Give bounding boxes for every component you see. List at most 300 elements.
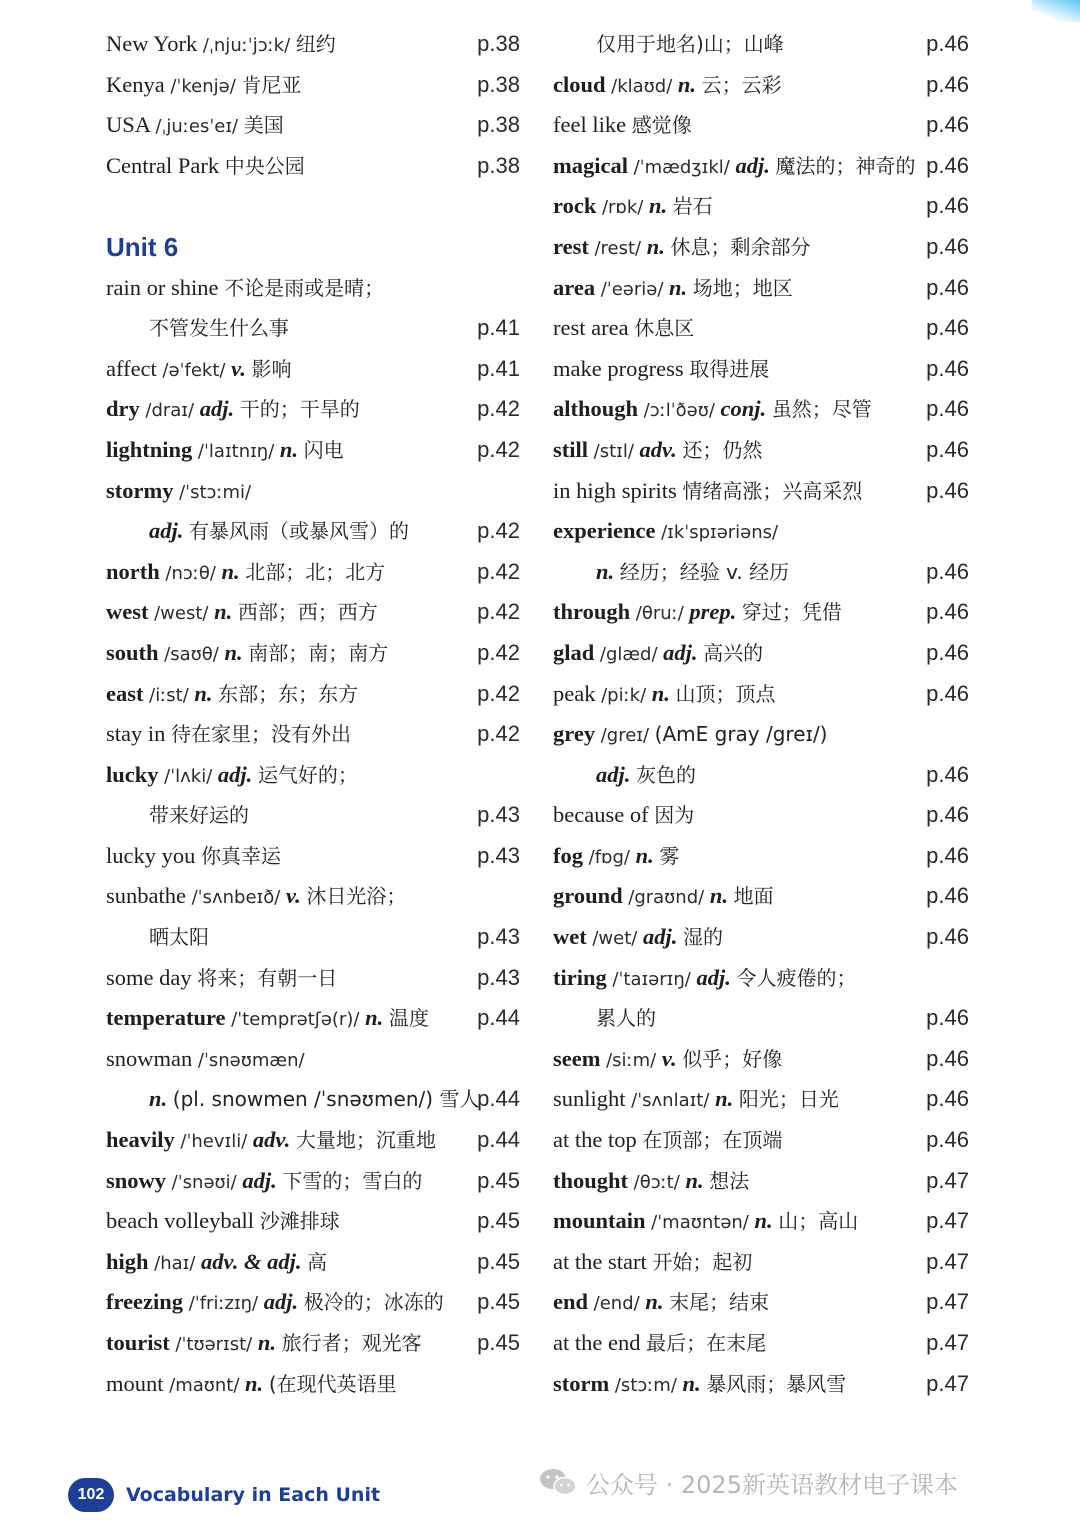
entry-meaning: 累人的 (596, 1006, 656, 1031)
entry-meaning: (在现代英语里 (268, 1371, 397, 1396)
entry-text (106, 1323, 422, 1366)
entry-meaning: 暴风雨；暴风雪 (706, 1371, 847, 1396)
vocab-entry (553, 1323, 969, 1364)
entry-phonetic: /haɪ/ (154, 1252, 196, 1274)
entry-phonetic: /draɪ/ (145, 400, 195, 422)
vocab-entry (553, 430, 969, 471)
entry-word: sunbathe (106, 883, 186, 909)
entry-part-of-speech: adv. (639, 436, 677, 462)
entry-word: affect (106, 355, 157, 381)
entry-text (553, 876, 774, 919)
entry-page-ref: p.46 (926, 639, 969, 665)
entry-text (553, 65, 782, 108)
entry-page-ref: p.46 (926, 842, 969, 868)
vocab-entry (553, 1282, 969, 1323)
vocab-entry (553, 1039, 969, 1080)
entry-meaning: 末尾；结束 (669, 1290, 770, 1315)
entry-part-of-speech: prep. (689, 599, 737, 625)
entry-text (106, 511, 409, 552)
entry-meaning: 开始；起初 (652, 1249, 753, 1274)
entry-meaning: 极冷的；冰冻的 (303, 1290, 444, 1315)
entry-phonetic: /graʊnd/ (628, 887, 705, 909)
entry-page-ref: p.46 (926, 1127, 969, 1153)
entry-text (553, 795, 694, 836)
entry-word: lucky (106, 761, 159, 787)
entry-phonetic: /ˈlaɪtnɪŋ/ (197, 440, 275, 462)
entry-page-ref: p.46 (926, 233, 969, 259)
entry-meaning: 大量地；沉重地 (295, 1128, 436, 1153)
entry-word: at the end (553, 1330, 641, 1355)
spacer (106, 186, 520, 227)
entry-text (553, 389, 872, 432)
entry-text (106, 308, 289, 349)
entry-word: end (553, 1289, 589, 1315)
entry-meaning: 地面 (733, 884, 774, 909)
vocab-entry-continuation (553, 998, 969, 1039)
corner-decoration (1032, 0, 1080, 22)
entry-page-ref: p.46 (926, 1045, 969, 1071)
vocab-entry (553, 349, 969, 390)
entry-part-of-speech: n. (596, 558, 615, 584)
entry-phonetic: /rest/ (594, 237, 642, 259)
entry-meaning: 湿的 (682, 925, 723, 950)
entry-meaning: 沙滩排球 (259, 1209, 340, 1234)
entry-phonetic: /nɔːθ/ (165, 562, 216, 584)
entry-phonetic: /maʊnt/ (169, 1374, 240, 1396)
vocab-entry (553, 471, 969, 512)
entry-part-of-speech: v. (661, 1045, 677, 1071)
entry-word: lightning (106, 436, 193, 462)
unit-heading-row (106, 227, 520, 268)
vocab-entry (553, 714, 969, 755)
vocab-entry (106, 1201, 520, 1242)
entry-phonetic: /ˈsnəʊmæn/ (197, 1049, 305, 1071)
entry-page-ref: p.38 (477, 112, 520, 138)
vocab-entry (106, 674, 520, 715)
entry-word: temperature (106, 1005, 226, 1031)
entry-phonetic: /ˈsnəʊi/ (171, 1171, 237, 1193)
entry-meaning: 阳光；日光 (738, 1087, 839, 1112)
entry-text (106, 24, 336, 67)
entry-page-ref: p.38 (477, 152, 520, 178)
watermark (538, 1462, 958, 1502)
entry-word: in high spirits (553, 477, 677, 503)
entry-page-ref: p.46 (926, 436, 969, 462)
entry-page-ref: p.46 (926, 802, 969, 828)
entry-page-ref: p.44 (477, 1005, 520, 1031)
entry-part-of-speech: n. (709, 883, 728, 909)
entry-part-of-speech: n. (365, 1005, 384, 1031)
vocab-entry (106, 755, 520, 796)
entry-part-of-speech: adj. (263, 1289, 299, 1315)
entry-text (553, 755, 696, 796)
entry-word: rain or shine (106, 274, 219, 300)
entry-text (106, 65, 301, 108)
entry-meaning: 你真幸运 (201, 843, 281, 868)
entry-text (553, 592, 842, 635)
vocab-entry (553, 1364, 969, 1405)
entry-page-ref: p.42 (477, 558, 520, 584)
entry-part-of-speech: adj. (149, 518, 184, 544)
entry-part-of-speech: adj. (642, 924, 678, 950)
vocab-column-left (106, 24, 520, 1404)
vocab-entry-continuation (106, 308, 520, 349)
wechat-icon (538, 1467, 578, 1497)
entry-word: north (106, 558, 160, 584)
entry-phonetic: /ˈsʌnlaɪt/ (631, 1090, 710, 1112)
entry-word: mountain (553, 1208, 646, 1234)
entry-part-of-speech: n. (682, 1370, 701, 1396)
entry-page-ref: p.46 (926, 558, 969, 584)
vocab-entry (553, 227, 969, 268)
vocab-entry-continuation (106, 511, 520, 552)
entry-part-of-speech: conj. (720, 396, 767, 422)
entry-page-ref: p.47 (926, 1248, 969, 1274)
entry-phonetic: /iːst/ (149, 684, 189, 706)
entry-word: beach volleyball (106, 1208, 255, 1234)
entry-page-ref: p.45 (477, 1208, 520, 1234)
entry-page-ref: p.47 (926, 1330, 969, 1355)
entry-word: rest area (553, 315, 629, 341)
entry-page-ref: p.47 (926, 1208, 969, 1234)
entry-page-ref: p.38 (477, 31, 520, 56)
entry-phonetic: /ɪkˈspɪəriəns/ (661, 522, 779, 544)
entry-word: stormy (106, 477, 174, 503)
entry-meaning: 西部；西；西方 (237, 600, 378, 625)
entry-word: high (106, 1248, 149, 1274)
entry-text (106, 1161, 422, 1204)
entry-word: seem (553, 1045, 601, 1071)
entry-text (106, 268, 384, 309)
entry-meaning: 还；仍然 (682, 437, 763, 462)
entry-text (106, 1242, 327, 1285)
entry-page-ref: p.46 (926, 883, 969, 909)
entry-part-of-speech: n. (279, 436, 299, 462)
entry-page-ref: p.46 (926, 599, 969, 625)
vocab-entry (553, 146, 969, 187)
entry-text (553, 268, 793, 311)
vocab-entry (553, 511, 969, 552)
vocab-entry (106, 1282, 520, 1323)
vocab-entry (106, 430, 520, 471)
entry-phonetic: /ˈtaɪərɪŋ/ (612, 968, 691, 990)
entry-word: grey (553, 721, 596, 747)
entry-page-ref: p.46 (926, 1086, 969, 1112)
unit-heading: Unit 6 (106, 231, 179, 262)
entry-word: mount (106, 1370, 164, 1396)
entry-text (106, 755, 358, 798)
entry-word: east (106, 680, 144, 706)
entry-page-ref: p.47 (926, 1167, 969, 1193)
entry-page-ref: p.46 (926, 152, 969, 178)
entry-text (553, 714, 827, 757)
entry-phonetic: /piːk/ (601, 684, 647, 706)
vocab-entry (553, 65, 969, 106)
entry-meaning: 雾 (659, 843, 680, 868)
entry-text (106, 876, 406, 919)
entry-meaning: 虽然；尽管 (771, 397, 872, 422)
entry-meaning: 山顶；顶点 (675, 681, 776, 706)
entry-page-ref: p.43 (477, 924, 520, 950)
entry-page-ref: p.38 (477, 71, 520, 97)
entry-text (106, 1039, 305, 1082)
vocab-entry (553, 389, 969, 430)
entry-text (553, 1242, 752, 1283)
entry-phonetic: /siːm/ (606, 1049, 657, 1071)
entry-meaning: 旅行者；观光客 (281, 1331, 422, 1355)
entry-text (106, 1201, 340, 1242)
entry-phonetic: /ɔːlˈðəʊ/ (643, 400, 715, 422)
entry-page-ref: p.42 (477, 721, 520, 747)
entry-page-ref: p.43 (477, 842, 520, 868)
vocab-entry (106, 592, 520, 633)
entry-word: through (553, 599, 631, 625)
entry-phonetic: /ˌjuːesˈeɪ/ (155, 116, 239, 138)
entry-part-of-speech: n. (677, 71, 697, 97)
entry-page-ref: p.43 (477, 964, 520, 990)
entry-word: rest (553, 233, 589, 259)
entry-page-ref: p.46 (926, 396, 969, 422)
entry-text (553, 958, 856, 1001)
entry-text (106, 1282, 444, 1325)
entry-word: rock (553, 193, 597, 219)
entry-meaning: 北部；北；北方 (245, 559, 386, 584)
entry-word: feel like (553, 112, 627, 138)
vocab-entry (106, 389, 520, 430)
entry-text (553, 186, 713, 229)
vocab-entry (106, 349, 520, 390)
entry-text (553, 917, 723, 960)
entry-word: although (553, 396, 639, 422)
entry-text (106, 795, 249, 836)
entry-page-ref: p.46 (926, 355, 969, 381)
entry-text (106, 998, 429, 1041)
entry-meaning: 闪电 (303, 437, 344, 462)
entry-phonetic: /wet/ (592, 928, 638, 950)
entry-meaning: 将来；有朝一日 (197, 965, 338, 990)
entry-phonetic: /end/ (593, 1293, 640, 1315)
entry-part-of-speech: adj. (596, 761, 631, 787)
entry-page-ref: p.46 (926, 680, 969, 706)
entry-page-ref: p.41 (477, 315, 520, 341)
entry-page-ref: p.46 (926, 477, 969, 503)
entry-text (553, 1323, 766, 1364)
entry-word: south (106, 639, 159, 665)
entry-page-ref: p.46 (926, 193, 969, 219)
entry-word: Central Park (106, 152, 220, 178)
entry-meaning: 休息区 (634, 316, 695, 341)
entry-word: stay in (106, 721, 166, 747)
entry-text (106, 836, 281, 877)
entry-meaning: 因为 (654, 803, 695, 828)
entry-meaning: 有暴风雨（或暴风雪）的 (189, 519, 410, 544)
entry-text (553, 471, 862, 512)
vocab-column-right (553, 24, 969, 1404)
entry-phonetic: /əˈfekt/ (162, 359, 226, 381)
entry-meaning: 想法 (709, 1168, 750, 1193)
entry-meaning: 不论是雨或是晴； (224, 275, 385, 300)
entry-text (106, 552, 385, 595)
entry-part-of-speech: adj. (663, 639, 698, 665)
entry-phonetic: /ˈtʊərɪst/ (175, 1334, 253, 1355)
entry-phonetic: /ˈhevɪli/ (180, 1131, 248, 1153)
entry-text (553, 1282, 769, 1325)
entry-part-of-speech: n. (646, 233, 665, 259)
entry-phonetic: /ˈtemprətʃə(r)/ (231, 1009, 360, 1031)
entry-meaning: 经历；经验 v. 经历 (619, 559, 790, 584)
entry-page-ref: p.42 (477, 639, 520, 665)
vocab-entry (106, 24, 520, 65)
entry-page-ref: p.45 (477, 1248, 520, 1274)
entry-word: at the start (553, 1248, 647, 1274)
entry-part-of-speech: n. (669, 274, 688, 300)
entry-text (106, 1364, 397, 1407)
entry-word: tiring (553, 964, 607, 990)
entry-meaning: 灰色的 (636, 762, 697, 787)
entry-text (106, 1079, 479, 1120)
entry-text (106, 389, 360, 432)
vocab-entry (553, 592, 969, 633)
vocab-entry (553, 186, 969, 227)
vocab-entry (553, 876, 969, 917)
entry-page-ref: p.46 (926, 315, 969, 341)
entry-page-ref: p.45 (477, 1167, 520, 1193)
entry-part-of-speech: n. (651, 680, 670, 706)
entry-word: because of (553, 802, 649, 828)
vocab-entry (553, 308, 969, 349)
vocab-entry (553, 633, 969, 674)
entry-text (553, 1364, 846, 1407)
entry-text (553, 552, 789, 593)
entry-word: snowman (106, 1045, 193, 1071)
vocab-entry-continuation (553, 755, 969, 796)
entry-meaning: 干的；干旱的 (239, 397, 360, 422)
entry-page-ref: p.42 (477, 599, 520, 625)
entry-meaning: 纽约 (295, 32, 336, 56)
vocab-entry (106, 105, 520, 146)
vocab-entry (553, 1161, 969, 1202)
entry-text (553, 105, 692, 146)
entry-text (553, 1079, 839, 1122)
entry-word: USA (106, 112, 150, 138)
entry-part-of-speech: adj. (242, 1167, 277, 1193)
entry-meaning: 东部；东；东方 (218, 681, 359, 706)
vocab-entry-continuation (553, 552, 969, 593)
entry-phonetic: /ˈmaʊntən/ (651, 1212, 749, 1234)
entry-text (553, 308, 694, 349)
entry-text (553, 227, 811, 270)
entry-word: glad (553, 639, 595, 665)
entry-meaning: 感觉像 (631, 113, 692, 138)
vocab-entry (106, 836, 520, 877)
entry-page-ref: p.42 (477, 518, 520, 544)
entry-phonetic: /greɪ/ (600, 725, 650, 747)
entry-phonetic: /ˈsʌnbeɪð/ (191, 887, 281, 909)
entry-text (106, 633, 388, 676)
entry-part-of-speech: n. (149, 1086, 168, 1112)
entry-part-of-speech: n. (257, 1330, 276, 1355)
vocab-entry (553, 958, 969, 999)
entry-text (106, 146, 305, 187)
entry-phonetic: /θɔːt/ (633, 1171, 680, 1193)
entry-word: still (553, 436, 589, 462)
entry-phonetic: /ˈfriːzɪŋ/ (188, 1293, 259, 1315)
entry-page-ref: p.46 (926, 112, 969, 138)
entry-meaning: 带来好运的 (149, 803, 249, 828)
entry-page-ref: p.43 (477, 802, 520, 828)
entry-meaning: 场地；地区 (692, 275, 793, 300)
vocab-entry (106, 1161, 520, 1202)
entry-page-ref: p.42 (477, 396, 520, 422)
page-footer (68, 1478, 380, 1512)
page-number-badge: 102 (68, 1478, 114, 1512)
entry-meaning: 中央公园 (224, 153, 305, 178)
entry-text (553, 998, 656, 1039)
entry-meaning: 南部；南；南方 (248, 640, 389, 665)
entry-text (553, 674, 776, 717)
entry-page-ref: p.42 (477, 436, 520, 462)
entry-text (106, 471, 251, 514)
vocab-entry (553, 1079, 969, 1120)
entry-meaning: 温度 (388, 1006, 429, 1031)
vocab-entry (553, 1242, 969, 1283)
entry-phonetic: /ˌnjuːˈjɔːk/ (202, 35, 291, 56)
entry-meaning: 情绪高涨；兴高采烈 (682, 478, 863, 503)
vocab-entry (106, 1120, 520, 1161)
entry-meaning: 在顶部；在顶端 (642, 1128, 783, 1153)
entry-part-of-speech: v. (285, 883, 301, 909)
vocab-entry (106, 1323, 520, 1364)
entry-word: area (553, 274, 596, 300)
entry-part-of-speech: adj. (217, 761, 253, 787)
entry-text (553, 511, 778, 554)
entry-page-ref: p.45 (477, 1330, 520, 1355)
entry-meaning: 待在家里；没有外出 (171, 722, 351, 747)
entry-phonetic: /ˈlʌki/ (164, 765, 213, 787)
entry-meaning: 高兴的 (703, 640, 764, 665)
entry-part-of-speech: adj. (696, 964, 731, 990)
entry-text (553, 836, 679, 879)
watermark-text: 公众号 · 2025新英语教材电子课本 (586, 1470, 958, 1499)
entry-text (553, 1201, 858, 1244)
vocab-entry (106, 471, 520, 512)
vocab-entry (106, 1039, 520, 1080)
vocab-entry-continuation (106, 795, 520, 836)
vocab-entry (106, 633, 520, 674)
entry-meaning: 影响 (251, 356, 292, 381)
entry-meaning: 肯尼亚 (241, 72, 302, 97)
vocab-entry (553, 268, 969, 309)
entry-text (553, 24, 784, 65)
entry-word: peak (553, 680, 596, 706)
entry-text (106, 714, 351, 755)
vocab-entry (553, 1120, 969, 1161)
entry-page-ref: p.42 (477, 680, 520, 706)
entry-phonetic: /stɪl/ (593, 440, 634, 462)
entry-part-of-speech: n. (214, 599, 233, 625)
entry-meaning: 魔法的；神奇的 (775, 153, 916, 178)
vocab-entry (106, 552, 520, 593)
entry-word: dry (106, 396, 140, 422)
entry-part-of-speech: n. (648, 193, 668, 219)
entry-phonetic: /rɒk/ (601, 197, 644, 219)
entry-phonetic: /ˈstɔːmi/ (179, 481, 252, 503)
vocab-entry (106, 146, 520, 187)
entry-meaning: 令人疲倦的； (736, 965, 857, 990)
vocab-entry (106, 1242, 520, 1283)
entry-phonetic: /θruː/ (635, 603, 684, 625)
entry-text (553, 1039, 782, 1082)
